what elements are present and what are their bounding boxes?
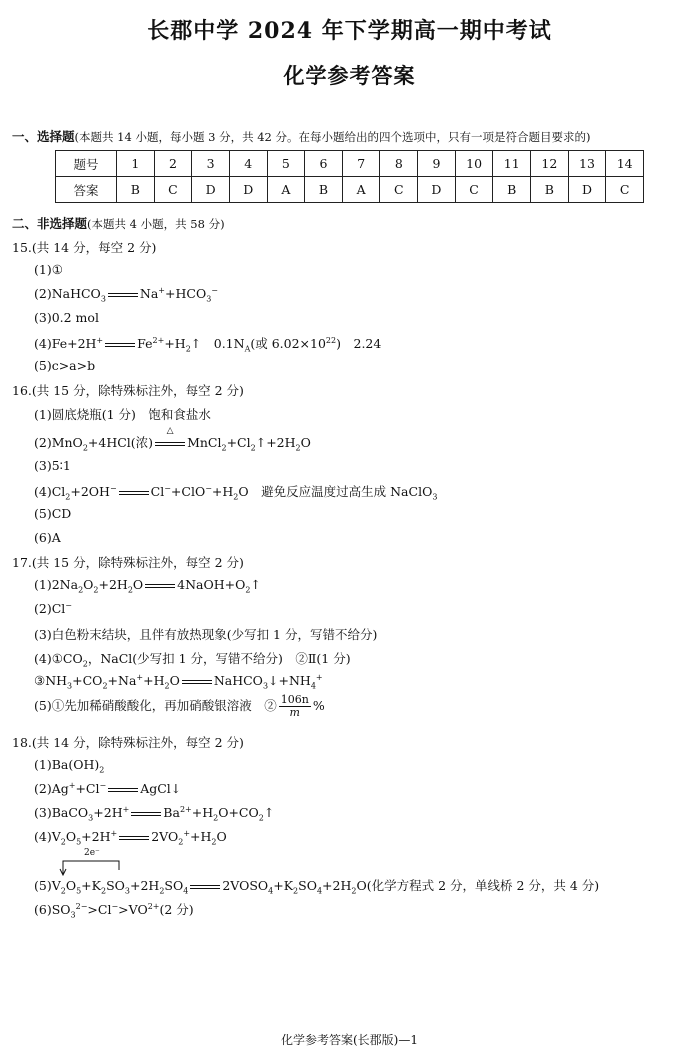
table-cell: 5 — [267, 151, 305, 177]
table-header-number: 题号 — [56, 151, 117, 177]
table-cell: 9 — [418, 151, 456, 177]
q16-answer-1: (1)圆底烧瓶(1 分) 饱和食盐水 — [34, 407, 211, 422]
table-cell: 13 — [568, 151, 606, 177]
table-row-numbers — [56, 151, 644, 177]
q16-answer-2: (2)MnO$_2$+4HCl(浓) △ $MnCl_2+Cl_2↑+2H_2O$ — [34, 425, 311, 453]
table-cell: D — [568, 177, 606, 203]
q15-answer-5: (5)c>a>b — [34, 358, 96, 373]
q17-answer-1: $(1)2Na_2O_2+2H_2O$ $4NaOH+O_2↑$ — [34, 577, 261, 595]
table-cell: B — [305, 177, 343, 203]
table-cell: A — [342, 177, 380, 203]
electron-transfer-bridge — [58, 846, 128, 876]
table-cell: C — [380, 177, 418, 203]
table-cell: 14 — [606, 151, 644, 177]
table-cell: B — [531, 177, 569, 203]
table-cell: 3 — [192, 151, 230, 177]
q15-answer-4: (4)Fe+2H+ $Fe^{2+}+H_2↑$ $0.1N_A$(或 $6.02\times 10^{22}$) 2.24 — [34, 335, 382, 354]
q16-heading: 16.(共 15 分，除特殊标注外，每空 2 分) — [12, 383, 244, 398]
table-cell: 4 — [229, 151, 267, 177]
q15-answer-2: (2)NaHCO$_3$ $Na^++HCO_3^-$ — [34, 285, 218, 304]
exam-title: 长郡中学 2024 年下学期高一期中考试 — [147, 18, 552, 44]
table-cell: D — [192, 177, 230, 203]
q17-answer-3: (3)白色粉末结块，且伴有放热现象(少写扣 1 分，写错不给分) — [34, 627, 378, 642]
table-cell: B — [117, 177, 155, 203]
q15-heading: 15.(共 14 分，每空 2 分) — [12, 240, 157, 255]
bridge-line — [63, 861, 119, 874]
page-footer: 化学参考答案(长郡版)—1 — [281, 1033, 418, 1047]
section-1-title: 一、选择题 — [12, 129, 75, 144]
table-cell: C — [606, 177, 644, 203]
q16-answer-6: (6)A — [34, 530, 61, 545]
q18-answer-6: $(6)SO_3^{2-}>Cl^->VO^{2+}(2$ 分) — [34, 901, 194, 920]
section-2-title: 二、非选择题 — [12, 216, 88, 231]
q16-answer-5: (5)CD — [34, 506, 72, 521]
table-cell: 11 — [493, 151, 531, 177]
table-cell: 8 — [380, 151, 418, 177]
table-cell: C — [455, 177, 493, 203]
q17-answer-4-equation: $③NH_3+CO_2+Na^++H_2O$ $NaHCO_3↓+NH_4^+$ — [34, 672, 323, 691]
table-cell: 2 — [154, 151, 192, 177]
table-cell: C — [154, 177, 192, 203]
page-title: 化学参考答案 — [283, 64, 416, 88]
q18-answer-4: $(4)V_2O_5+2H^+$ $2VO_2^++H_2O$ — [34, 828, 227, 847]
table-cell: B — [493, 177, 531, 203]
section-1-heading — [12, 127, 591, 145]
q17-answer-4: $(4)①CO_2$，NaCl(少写扣 1 分，写错不给分) ②Ⅱ(1 分) — [34, 651, 351, 669]
q18-heading: 18.(共 14 分，除特殊标注外，每空 2 分) — [12, 735, 244, 750]
q18-answer-5: $(5)V_2O_5+K_2SO_3+2H_2SO_4$ $2VOSO_4+K_2SO_4+2H_2O$(化学方程式 2 分，单线桥 2 分，共 4 分) — [34, 878, 600, 896]
q17-answer-2: (2)Cl− — [34, 600, 72, 616]
q18-answer-1: $(1)Ba(OH)_2$ — [34, 757, 105, 775]
table-cell: A — [267, 177, 305, 203]
table-cell: D — [418, 177, 456, 203]
q17-answer-5: (5)①先加稀硝酸酸化，再加硝酸银溶液 ② $\frac{106n}{m}$ % — [34, 693, 325, 720]
answer-table — [55, 150, 644, 203]
fraction: $\frac{106n}{m}$ — [280, 693, 309, 720]
section-1-note: (本题共 14 小题，每小题 3 分，共 42 分。在每小题给出的四个选项中，只有一项是符合题目要求的) — [74, 130, 591, 144]
bridge-label: 2e⁻ — [84, 848, 100, 858]
section-2-note: (本题共 4 小题，共 58 分) — [87, 217, 225, 231]
table-cell: 10 — [455, 151, 493, 177]
q16-answer-4: $(4)Cl_2+2OH^-$ $Cl^-+ClO^-+H_2O$ 避免反应温度过高生成 NaClO$_3$ — [34, 483, 438, 502]
table-row-answers — [56, 177, 644, 203]
table-cell: 12 — [531, 151, 569, 177]
q17-heading: 17.(共 15 分，除特殊标注外，每空 2 分) — [12, 555, 244, 570]
table-cell: 7 — [342, 151, 380, 177]
table-header-answer: 答案 — [56, 177, 117, 203]
q15-answer-1: (1)① — [34, 262, 63, 277]
section-2-heading — [12, 214, 225, 232]
table-cell: D — [229, 177, 267, 203]
q18-answer-3: (3)BaCO$_3$+2H+ $Ba^{2+}+H_2O+CO_2↑$ — [34, 804, 275, 823]
q16-answer-3: (3)5∶1 — [34, 458, 71, 473]
q18-answer-2: (2)Ag++Cl− AgCl↓ — [34, 780, 182, 796]
table-cell: 6 — [305, 151, 343, 177]
q15-answer-3: (3)0.2 mol — [34, 310, 99, 325]
table-cell: 1 — [117, 151, 155, 177]
